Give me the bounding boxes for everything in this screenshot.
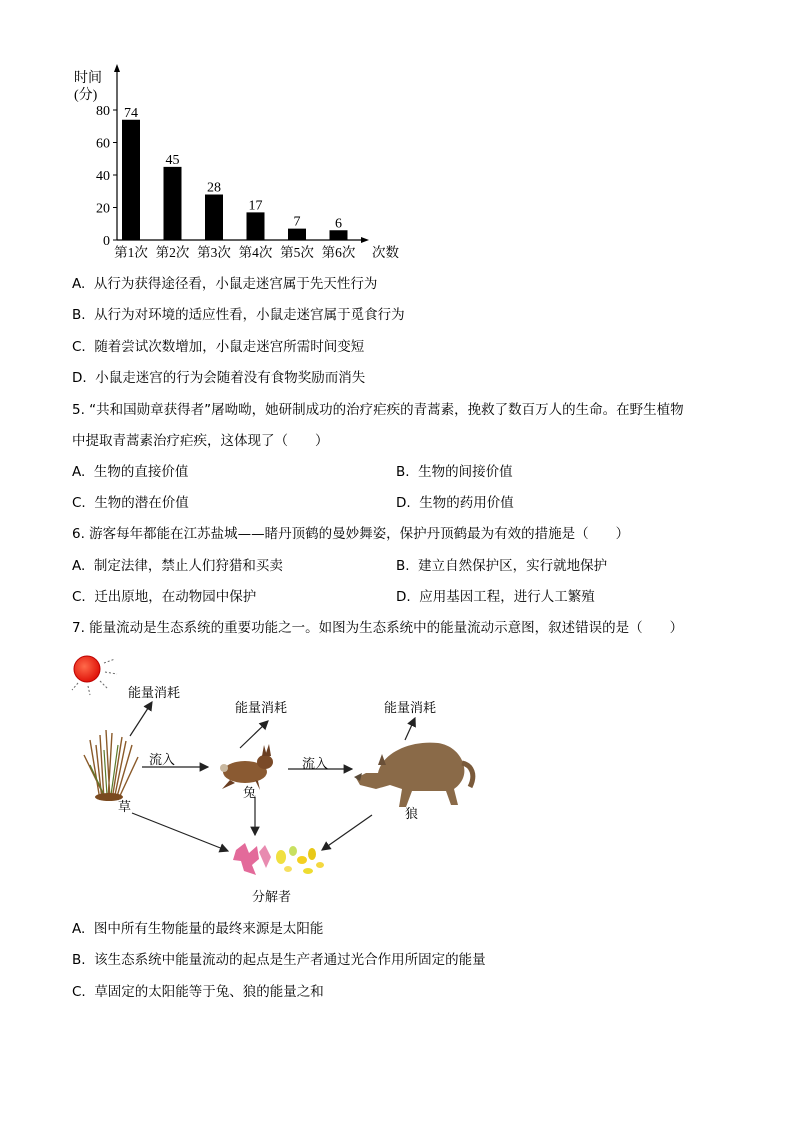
q5-stem-line2: 中提取青蒿素治疗疟疾，这体现了（ ） [72,433,329,449]
option-text: 迁出原地，在动物园中保护 [94,589,257,605]
arrow-wolf-to-decomposer [322,815,372,850]
bar-value-label: 7 [293,214,301,230]
grass-label: 草 [118,800,132,815]
option-letter: D. [72,370,87,386]
option-letter: B. [72,307,86,323]
option-text: 建立自然保护区，实行就地保护 [418,558,608,574]
chart-ylabel-line1: 时间 [74,71,102,86]
q4-option-b [72,306,405,324]
arrow-wolf-to-loss [405,718,415,740]
x-axis-arrow [361,237,369,243]
q5-option-c [72,494,189,512]
q6-option-c [72,588,256,606]
y-tick-label: 60 [96,136,110,152]
option-text: 随着尝试次数增加，小鼠走迷宫所需时间变短 [94,339,365,355]
q6-option-a [72,557,283,575]
chart-ylabel-line2: (分) [74,88,98,103]
rabbit-label: 兔 [243,786,257,801]
option-text: 生物的潜在价值 [94,495,189,511]
bar [205,195,223,241]
flow-in-label-1: 流入 [149,753,176,768]
q4-option-c [72,338,364,356]
option-text: 应用基因工程，进行人工繁殖 [419,589,595,605]
q7-option-b [72,951,486,969]
q4-option-a [72,275,377,293]
q5-option-b [396,463,513,481]
q5-option-a [72,463,188,481]
energy-loss-label-grass: 能量消耗 [128,686,181,701]
arrow-grass-to-loss [130,702,152,736]
energy-loss-label-rabbit: 能量消耗 [235,701,288,716]
option-letter: B. [396,558,410,574]
bar [247,212,265,240]
bar [164,167,182,240]
bar [122,120,140,240]
option-letter: B. [72,952,86,968]
option-text: 从行为对环境的适应性看，小鼠走迷宫属于觅食行为 [94,307,405,323]
x-tick-label: 第3次 [197,245,231,260]
q5-stem-line1: 5. “共和国勋章获得者”屠呦呦，她研制成功的治疗疟疾的青蒿素，挽救了数百万人的生命。在野生植物 [72,402,684,418]
option-text: 生物的间接价值 [418,464,513,480]
option-text: 该生态系统中能量流动的起点是生产者通过光合作用所固定的能量 [94,952,486,968]
option-text: 生物的直接价值 [93,464,189,480]
energy-flow-diagram [60,645,490,910]
option-letter: C. [72,495,86,511]
arrow-grass-to-decomposer [132,813,228,851]
x-tick-label: 第2次 [155,245,190,260]
wolf-icon [354,743,473,807]
option-text: 制定法律，禁止人们狩猎和买卖 [93,558,283,574]
option-letter: B. [396,464,410,480]
y-tick-label: 20 [96,201,110,217]
x-tick-label: 第6次 [321,245,356,260]
option-letter: A. [72,921,86,937]
q7-stem: 7. 能量流动是生态系统的重要功能之一。如图为生态系统中的能量流动示意图，叙述错误的是（ ） [72,620,684,636]
bar-value-label: 17 [248,198,263,214]
bar-value-label: 6 [335,216,342,232]
bar-value-label: 45 [165,152,180,168]
x-tick-label: 第5次 [280,245,314,260]
option-text: 草固定的太阳能等于兔、狼的能量之和 [94,984,324,1000]
sun-icon [72,656,117,695]
y-tick-label: 80 [96,104,110,119]
decomposer-label: 分解者 [252,890,292,905]
y-axis-arrow [114,64,120,72]
x-tick-label: 第1次 [114,245,148,260]
option-letter: A. [72,276,86,292]
option-letter: A. [72,558,86,574]
wolf-label: 狼 [405,807,419,822]
q6-option-b [396,557,607,575]
energy-loss-label-wolf: 能量消耗 [384,701,437,716]
option-text: 图中所有生物能量的最终来源是太阳能 [93,921,324,937]
flow-in-label-2: 流入 [302,757,329,772]
option-text: 从行为获得途径看，小鼠走迷宫属于先天性行为 [93,276,378,292]
grass-icon [84,730,138,801]
q7-option-a [72,920,323,938]
option-text: 生物的药用价值 [419,495,514,511]
bar-value-label: 74 [124,105,138,121]
time-bar-chart [60,60,410,270]
q6-option-d [396,588,595,606]
bar [330,230,348,240]
x-tick-label: 第4次 [238,245,273,260]
option-letter: D. [396,495,411,511]
y-tick-label: 40 [96,169,110,184]
decomposer-icon [233,843,324,875]
chart-xlabel: 次数 [372,245,399,260]
bar-value-label: 28 [207,180,221,196]
q7-option-c [72,983,324,1001]
y-tick-label: 0 [103,234,110,249]
q5-option-d [396,494,514,512]
bar [288,229,306,240]
option-letter: A. [72,464,86,480]
option-letter: C. [72,984,86,1000]
option-letter: C. [72,339,86,355]
option-letter: D. [396,589,411,605]
option-text: 小鼠走迷宫的行为会随着没有食物奖励而消失 [95,370,366,386]
q4-option-d [72,369,365,387]
arrow-rabbit-to-loss [240,721,268,748]
option-letter: C. [72,589,86,605]
q6-stem: 6. 游客每年都能在江苏盐城——睹丹顶鹤的曼妙舞姿，保护丹顶鹤最为有效的措施是（ ） [72,526,630,542]
